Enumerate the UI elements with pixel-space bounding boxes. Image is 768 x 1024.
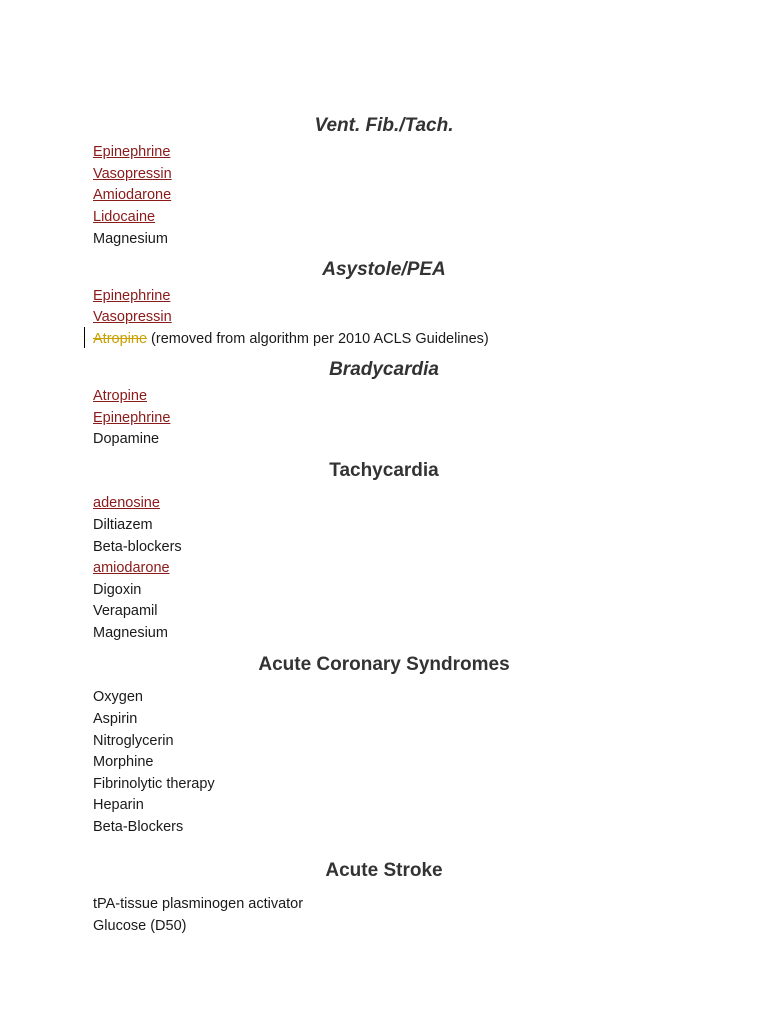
list-item: Diltiazem xyxy=(93,517,153,533)
list-item: Aspirin xyxy=(93,711,138,727)
list-item: tPA-tissue plasminogen activator xyxy=(93,896,304,912)
drug-link-amiodarone[interactable]: amiodarone xyxy=(93,560,170,576)
drug-link-epinephrine[interactable]: Epinephrine xyxy=(93,410,171,426)
list-item[interactable] xyxy=(93,387,147,405)
section-heading-stroke: Acute Stroke xyxy=(325,860,443,881)
list-item: Beta-blockers xyxy=(93,539,182,555)
list-item[interactable] xyxy=(93,208,155,226)
drug-link-adenosine[interactable]: adenosine xyxy=(93,495,160,511)
list-item: Nitroglycerin xyxy=(93,733,174,749)
list-item: Morphine xyxy=(93,754,154,770)
list-item: Magnesium xyxy=(93,231,168,247)
section-heading-vf: Vent. Fib./Tach. xyxy=(314,115,454,136)
list-item[interactable] xyxy=(93,287,170,305)
section-heading-acs: Acute Coronary Syndromes xyxy=(258,654,510,675)
text-cursor xyxy=(84,327,85,348)
list-item[interactable] xyxy=(93,559,170,577)
drug-link-epinephrine[interactable]: Epinephrine xyxy=(93,144,171,160)
section-heading-bradycardia: Bradycardia xyxy=(329,359,439,380)
list-item[interactable] xyxy=(93,186,171,204)
list-item: Digoxin xyxy=(93,582,142,598)
drug-link-vasopressin[interactable]: Vasopressin xyxy=(93,166,172,182)
list-item: Dopamine xyxy=(93,431,160,447)
list-item: Beta-Blockers xyxy=(93,819,184,835)
list-item: Heparin xyxy=(93,797,144,813)
list-item[interactable] xyxy=(93,494,160,512)
drug-link-atropine[interactable]: Atropine xyxy=(93,388,148,404)
list-item: Glucose (D50) xyxy=(93,918,187,934)
struck-drug-atropine: Atropine xyxy=(93,331,148,347)
list-item[interactable] xyxy=(93,165,172,183)
section-heading-asystole: Asystole/PEA xyxy=(322,259,446,280)
list-item: Verapamil xyxy=(93,603,158,619)
list-item[interactable] xyxy=(93,409,170,427)
section-heading-tachycardia: Tachycardia xyxy=(329,460,439,481)
list-item[interactable] xyxy=(93,143,170,161)
list-item: Magnesium xyxy=(93,625,168,641)
drug-link-vasopressin[interactable]: Vasopressin xyxy=(93,309,172,325)
drug-link-lidocaine[interactable]: Lidocaine xyxy=(93,209,156,225)
list-item xyxy=(93,330,489,348)
drug-link-epinephrine[interactable]: Epinephrine xyxy=(93,288,171,304)
list-item: Fibrinolytic therapy xyxy=(93,776,215,792)
list-item: Oxygen xyxy=(93,689,143,705)
list-item[interactable] xyxy=(93,308,172,326)
drug-link-amiodarone[interactable]: Amiodarone xyxy=(93,187,172,203)
removal-note: (removed from algorithm per 2010 ACLS Guidelines) xyxy=(147,331,489,347)
